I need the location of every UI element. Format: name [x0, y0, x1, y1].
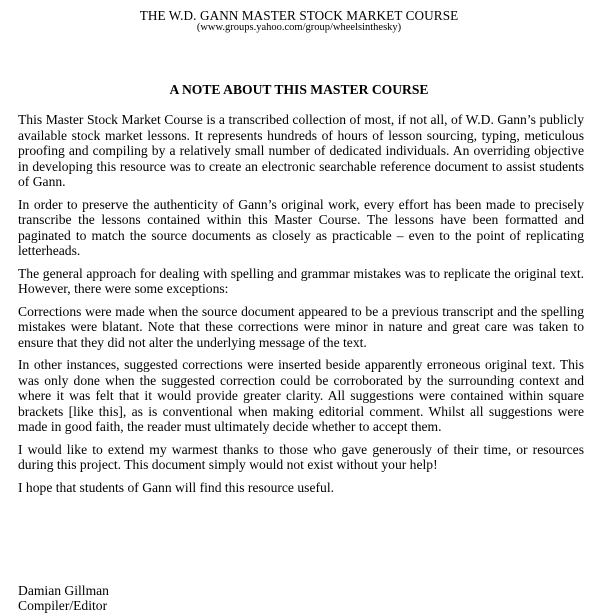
paragraph-suggestions: In other instances, suggested corrections were inserted beside apparently erroneous original text. This was only done when the suggested correction could be corroborated by the surrounding context and where it was felt that it would provide greater clarity. All suggestions were contained within square brackets [like this], as is conventional when making editorial comment. Whilst all suggestions were made in good faith, the reader must ultimately decide whether to accept them.	[18, 357, 584, 434]
signature-role: Compiler/Editor	[18, 598, 108, 613]
paragraph-corrections: Corrections were made when the source document appeared to be a previous transcript and the spelling mistakes were blatant. Note that these corrections were minor in nature and great care was taken to ensure that they did not alter the underlying message of the text.	[18, 303, 584, 350]
paragraph-approach: The general approach for dealing with spelling and grammar mistakes was to replicate the original text. However, there were some exceptions:	[18, 265, 584, 296]
paragraph-authenticity: In order to preserve the authenticity of Gann’s original work, every effort has been made to precisely transcribe the lessons contained within this Master Course. The lessons have been formatted and paginated to match the source documents as closely as practicable – even to the point of replicating letterheads.	[18, 196, 584, 258]
group-url: (www.groups.yahoo.com/group/wheelsinthesky)	[196, 22, 402, 33]
note-heading: A NOTE ABOUT THIS MASTER COURSE	[169, 82, 429, 97]
paragraph-thanks: I would like to extend my warmest thanks to those who gave generously of their time, or resources during this project. This document simply would not exist without your help!	[18, 441, 584, 472]
paragraph-intro: This Master Stock Market Course is a transcribed collection of most, if not all, of W.D. Gann’s publicly available stock market lessons. It represents hundreds of hours of lesson sourcing, typing, meticulous proofing and compiling by a relatively small number of dedicated individuals. An overriding objective in developing this resource was to create an electronic searchable reference document to assist students of Gann.	[18, 112, 584, 189]
course-title: THE W.D. GANN MASTER STOCK MARKET COURSE	[139, 8, 459, 23]
note-body	[18, 112, 584, 502]
signature-name: Damian Gillman	[18, 583, 109, 598]
paragraph-closing: I hope that students of Gann will find this resource useful.	[18, 479, 334, 495]
